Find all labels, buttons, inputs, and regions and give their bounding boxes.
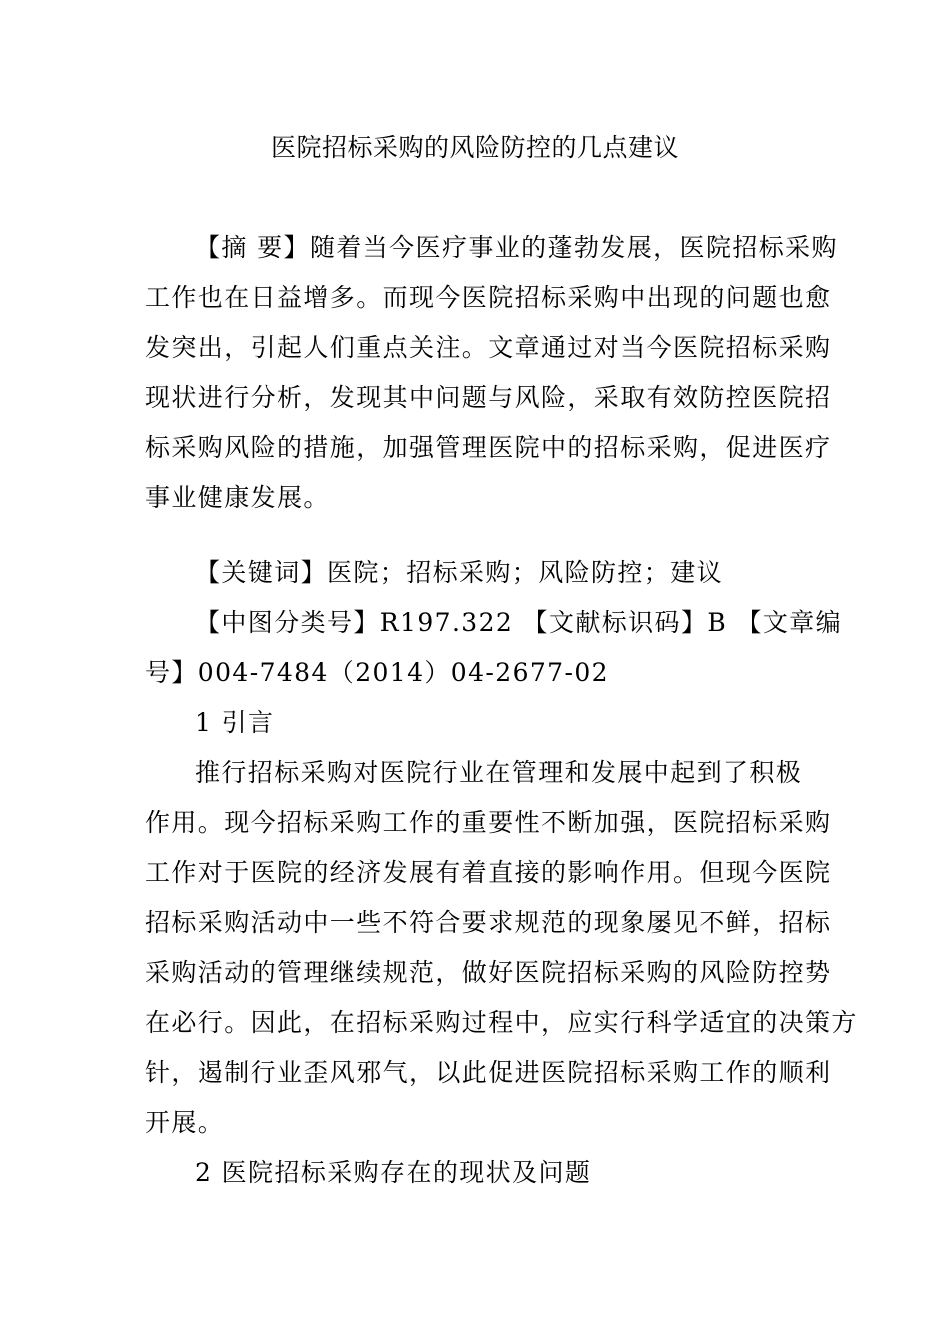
abstract-line: 工作也在日益增多。而现今医院招标采购中出现的问题也愈 (145, 283, 832, 312)
body-line: 开展。 (145, 1108, 225, 1137)
body-line: 在必行。因此，在招标采购过程中，应实行科学适宜的决策方 (145, 1008, 858, 1037)
body-line: 招标采购活动中一些不符合要求规范的现象屡见不鲜，招标 (145, 908, 832, 937)
abstract-line: 现状进行分析，发现其中问题与风险，采取有效防控医院招 (145, 383, 832, 412)
document-title: 医院招标采购的风险防控的几点建议 (270, 133, 679, 162)
abstract-line: 事业健康发展。 (145, 483, 330, 512)
classification-line: 【中图分类号】R197.322 【文献标识码】B 【文章编 (195, 608, 843, 637)
abstract-line: 发突出，引起人们重点关注。文章通过对当今医院招标采购 (145, 333, 832, 362)
abstract-line: 标采购风险的措施，加强管理医院中的招标采购，促进医疗 (145, 433, 832, 462)
section-heading: 2 医院招标采购存在的现状及问题 (195, 1158, 592, 1187)
keywords-line: 【关键词】医院；招标采购；风险防控；建议 (195, 558, 724, 587)
body-line: 采购活动的管理继续规范，做好医院招标采购的风险防控势 (145, 958, 832, 987)
body-line: 针，遏制行业歪风邪气，以此促进医院招标采购工作的顺利 (145, 1058, 832, 1087)
classification-line: 号】004-7484（2014）04-2677-02 (145, 658, 609, 687)
abstract-line: 【摘 要】随着当今医疗事业的蓬勃发展，医院招标采购 (195, 233, 838, 262)
body-line: 工作对于医院的经济发展有着直接的影响作用。但现今医院 (145, 858, 832, 887)
body-line: 推行招标采购对医院行业在管理和发展中起到了积极 (195, 758, 803, 787)
body-line: 作用。现今招标采购工作的重要性不断加强，医院招标采购 (145, 808, 832, 837)
section-heading: 1 引言 (195, 708, 275, 737)
